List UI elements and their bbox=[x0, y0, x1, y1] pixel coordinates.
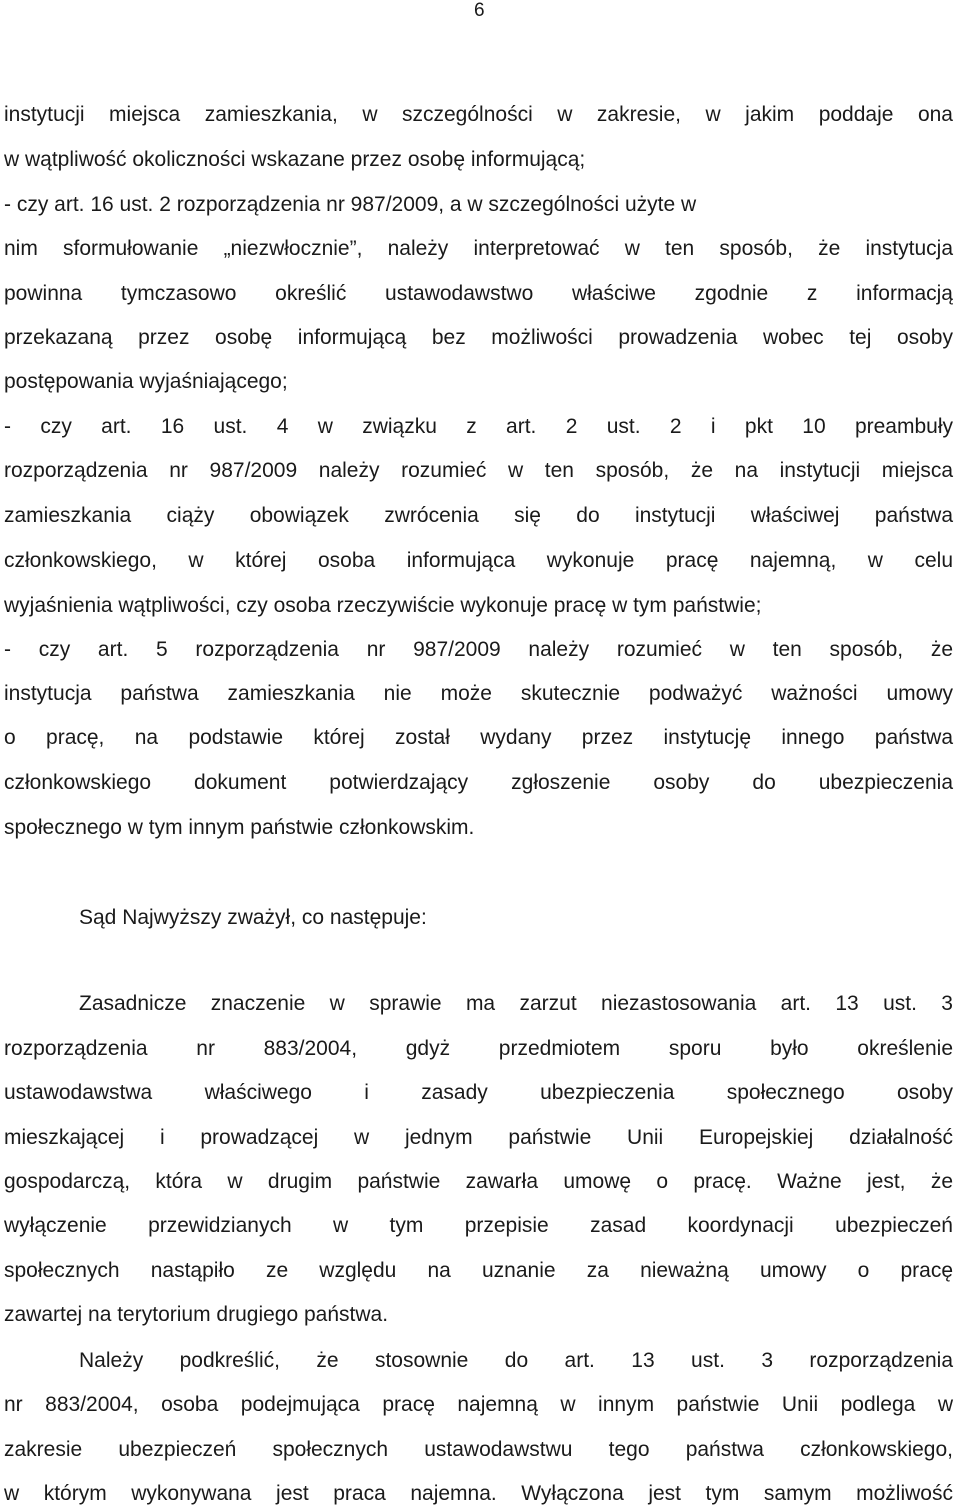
text-line: - czy art. 16 ust. 4 w związku z art. 2 ust. 2 i pkt 10 preambuły bbox=[4, 415, 953, 438]
text-line: członkowskiego dokument potwierdzający zgłoszenie osoby do ubezpieczenia bbox=[4, 771, 953, 794]
text-line: instytucja państwa zamieszkania nie może skutecznie podważyć ważności umowy bbox=[4, 682, 953, 705]
text-line: zakresie ubezpieczeń społecznych ustawodawstwu tego państwa członkowskiego, bbox=[4, 1438, 953, 1461]
text-line: społecznego w tym innym państwie członkowskim. bbox=[4, 816, 475, 839]
text-line: w wątpliwość okoliczności wskazane przez osobę informującą; bbox=[4, 148, 586, 171]
text-line: mieszkającej i prowadzącej w jednym państwie Unii Europejskiej działalność bbox=[4, 1126, 953, 1149]
text-line: wyłączenie przewidzianych w tym przepisie zasad koordynacji ubezpieczeń bbox=[4, 1214, 953, 1237]
text-line: powinna tymczasowo określić ustawodawstwo właściwe zgodnie z informacją bbox=[4, 282, 953, 305]
text-line: nim sformułowanie „niezwłocznie”, należy interpretować w ten sposób, że instytucja bbox=[4, 237, 953, 260]
text-line: zamieszkania ciąży obowiązek zwrócenia się do instytucji właściwej państwa bbox=[4, 504, 953, 527]
text-line: zawartej na terytorium drugiego państwa. bbox=[4, 1303, 389, 1326]
text-line: rozporządzenia nr 883/2004, gdyż przedmiotem sporu było określenie bbox=[4, 1037, 953, 1060]
text-line: nr 883/2004, osoba podejmująca pracę najemną w innym państwie Unii podlega w bbox=[4, 1393, 953, 1416]
page-number: 6 bbox=[474, 0, 485, 21]
text-line: o pracę, na podstawie której został wydany przez instytucję innego państwa bbox=[4, 726, 953, 749]
text-line: ustawodawstwa właściwego i zasady ubezpieczenia społecznego osoby bbox=[4, 1081, 953, 1104]
text-line: Zasadnicze znaczenie w sprawie ma zarzut niezastosowania art. 13 ust. 3 bbox=[79, 992, 953, 1015]
text-line: gospodarczą, która w drugim państwie zawarła umowę o pracę. Ważne jest, że bbox=[4, 1170, 953, 1193]
text-line: rozporządzenia nr 987/2009 należy rozumieć w ten sposób, że na instytucji miejsca bbox=[4, 459, 953, 482]
text-line: instytucji miejsca zamieszkania, w szczególności w zakresie, w jakim poddaje ona bbox=[4, 103, 953, 126]
text-line: członkowskiego, w której osoba informująca wykonuje pracę najemną, w celu bbox=[4, 549, 953, 572]
text-line: - czy art. 16 ust. 2 rozporządzenia nr 987/2009, a w szczególności użyte w bbox=[4, 193, 697, 216]
text-line: postępowania wyjaśniającego; bbox=[4, 370, 288, 393]
text-line: - czy art. 5 rozporządzenia nr 987/2009 należy rozumieć w ten sposób, że bbox=[4, 638, 953, 661]
text-line: w którym wykonywana jest praca najemna. Wyłączona jest tym samym możliwość bbox=[4, 1482, 953, 1505]
text-line: wyjaśnienia wątpliwości, czy osoba rzeczywiście wykonuje pracę w tym państwie; bbox=[4, 594, 762, 617]
text-line: Należy podkreślić, że stosownie do art. 13 ust. 3 rozporządzenia bbox=[79, 1349, 953, 1372]
text-line: społecznych nastąpiło ze względu na uznanie za nieważną umowy o pracę bbox=[4, 1259, 953, 1282]
section-heading: Sąd Najwyższy zważył, co następuje: bbox=[79, 906, 427, 929]
text-line: przekazaną przez osobę informującą bez możliwości prowadzenia wobec tej osoby bbox=[4, 326, 953, 349]
